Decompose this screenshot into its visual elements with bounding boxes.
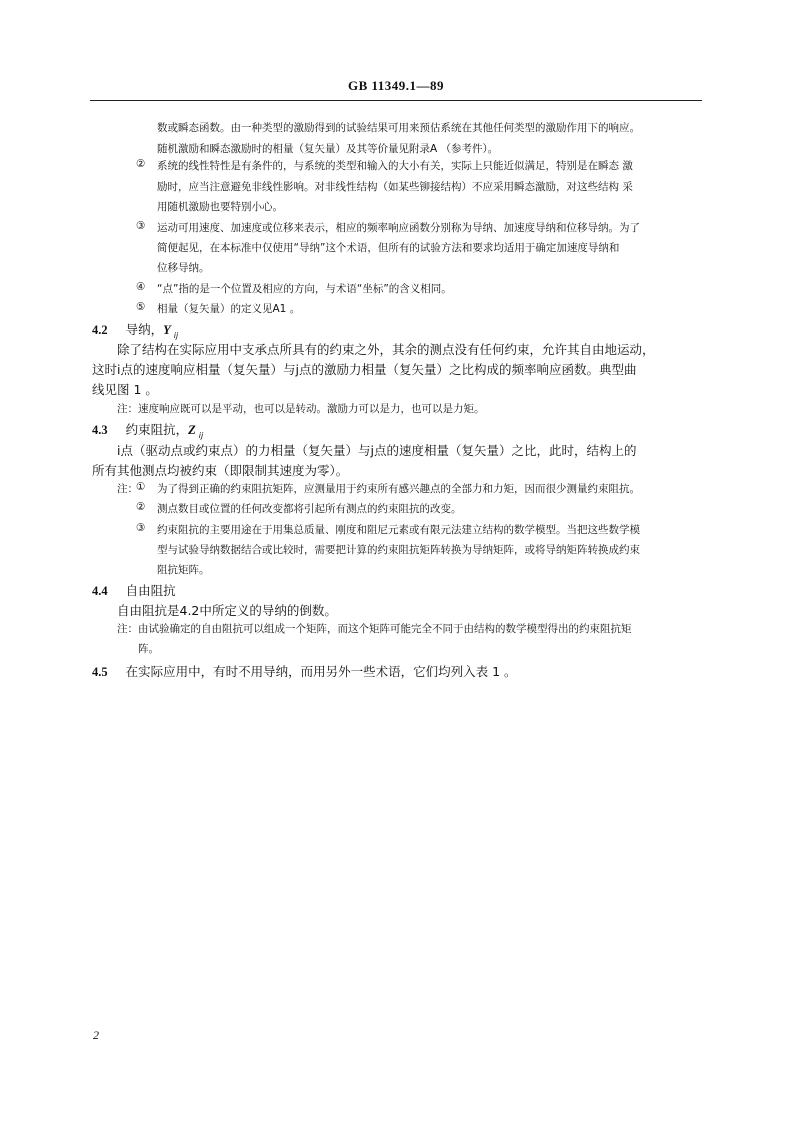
paragraph-line: 自由阻抗是4.2中所定义的导纳的倒数。 xyxy=(117,603,337,618)
paragraph-line: 线见图 1 。 xyxy=(92,382,158,397)
section-heading-4-5 xyxy=(92,662,517,680)
note-line: 为了得到正确的约束阻抗矩阵，应测量用于约束所有感兴趣点的全部力和力矩，因而很少测量约束阻抗。 xyxy=(157,483,640,495)
section-heading-4-2 xyxy=(92,320,178,340)
symbol-z: Z xyxy=(188,423,196,437)
page-number: 2 xyxy=(93,1028,99,1042)
intro-line: 随机激励和瞬态激励时的相量（复矢量）及其等价量见附录A （参考件）。 xyxy=(157,143,499,155)
header-rule xyxy=(90,100,702,101)
paragraph-line: 这时i点的速度响应相量（复矢量）与j点的激励力相量（复矢量）之比构成的频率响应函数。典型曲 xyxy=(92,362,637,377)
note-mark: ① xyxy=(136,481,146,493)
note-line: 用随机激励也要特别小心。 xyxy=(157,201,283,213)
note-line: 阵。 xyxy=(138,643,159,655)
note-line: 型与试验导纳数据结合或比较时，需要把计算的约束阻抗矩阵转换为导纳矩阵，或将导纳矩阵转换成约束 xyxy=(157,544,640,556)
paragraph-line: 在实际应用中，有时不用导纳，而用另外一些术语，它们均列入表 1 。 xyxy=(125,664,517,679)
note-line: 系统的线性特性是有条件的，与系统的类型和输入的大小有关，实际上只能近似满足，特别是在瞬态 激 xyxy=(157,160,633,172)
note-line: 励时，应当注意避免非线性影响。对非线性结构（如某些铆接结构）不应采用瞬态激励，对这些结构 采 xyxy=(157,181,633,193)
symbol-subscript: ij xyxy=(198,430,204,440)
section-number: 4.5 xyxy=(92,665,108,679)
section-heading-4-4 xyxy=(92,581,176,599)
note-mark: ② xyxy=(136,501,146,513)
section-title: 自由阻抗 xyxy=(125,583,176,598)
symbol-subscript: ij xyxy=(173,330,179,340)
note-line: “点”指的是一个位置及相应的方向，与术语“坐标”的含义相同。 xyxy=(157,283,452,295)
paragraph-line: i点（驱动点或约束点）的力相量（复矢量）与j点的速度相量（复矢量）之比，此时，结构上的 xyxy=(117,443,637,458)
standard-header: GB 11349.1—89 xyxy=(347,78,445,93)
paragraph-line: 所有其他测点均被约束（即限制其速度为零）。 xyxy=(92,463,349,478)
note-line: 运动可用速度、加速度或位移来表示，相应的频率响应函数分别称为导纳、加速度导纳和位移导纳。为了 xyxy=(157,222,640,234)
note-line: 阻抗矩阵。 xyxy=(157,564,210,576)
section-number: 4.2 xyxy=(92,323,108,337)
section-heading-4-3 xyxy=(92,420,203,440)
note-line: 约束阻抗的主要用途在于用集总质量、刚度和阻尼元素或有限元法建立结构的数学模型。当把这些数学模 xyxy=(157,524,640,536)
section-number: 4.3 xyxy=(92,423,108,437)
note-line: 位移导纳。 xyxy=(157,262,210,274)
note-line: 相量（复矢量）的定义见A1 。 xyxy=(157,303,301,315)
note-mark: ③ xyxy=(136,522,146,534)
intro-line: 数或瞬态函数。由一种类型的激励得到的试验结果可用来预估系统在其他任何类型的激励作用下的响应。 xyxy=(157,122,640,134)
note-mark: ③ xyxy=(136,220,146,232)
note-mark: ④ xyxy=(136,281,146,293)
note-line: 注：速度响应既可以是平动，也可以是转动。激励力可以是力，也可以是力矩。 xyxy=(117,403,485,415)
note-label: 注： xyxy=(117,483,138,495)
note-mark: ② xyxy=(136,158,146,170)
note-line: 简便起见，在本标准中仅使用“导纳”这个术语，但所有的试验方法和要求均适用于确定加速度导纳和 xyxy=(157,242,620,254)
section-title: 约束阻抗， xyxy=(125,422,189,437)
section-number: 4.4 xyxy=(92,584,108,598)
note-line: 注：由试验确定的自由阻抗可以组成一个矩阵，而这个矩阵可能完全不同于由结构的数学模型得出的约束阻抗矩 xyxy=(117,623,632,635)
paragraph-line: 除了结构在实际应用中支承点所具有的约束之外，其余的测点没有任何约束，允许其自由地运动， xyxy=(117,342,655,357)
symbol-y: Y xyxy=(163,323,171,337)
note-mark: ⑤ xyxy=(136,301,146,313)
section-title: 导纳， xyxy=(125,322,164,337)
note-line: 测点数目或位置的任何改变都将引起所有测点的约束阻抗的改变。 xyxy=(157,503,462,515)
